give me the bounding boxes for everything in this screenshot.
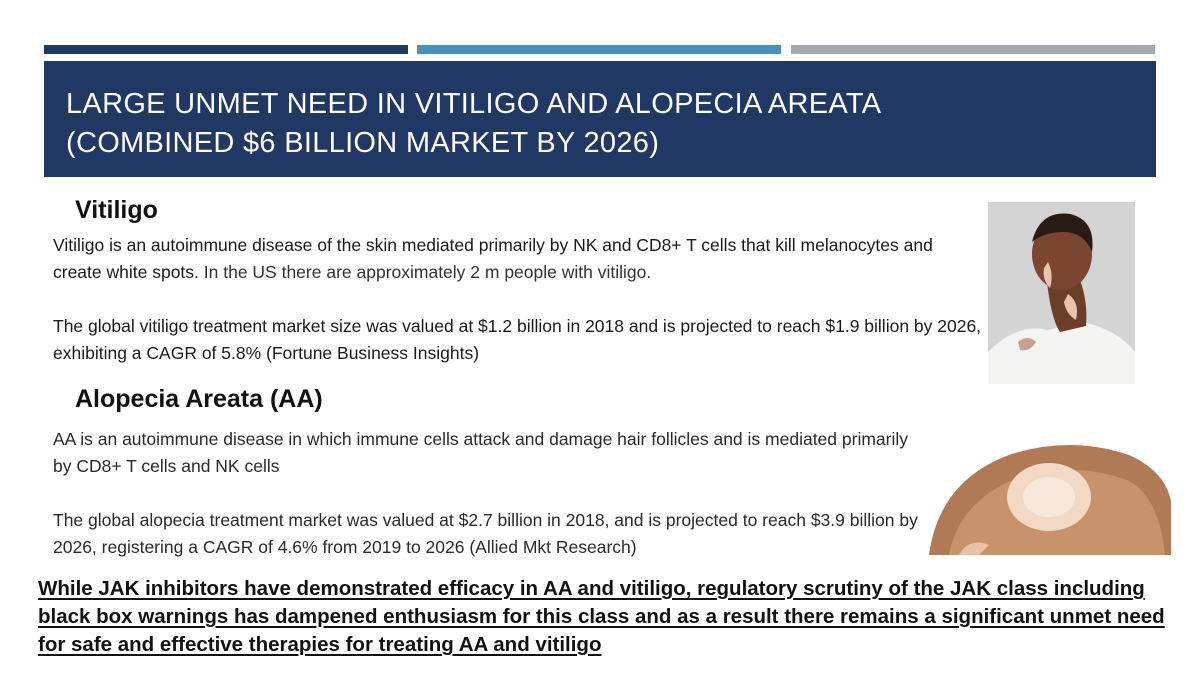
accent-bar-gray bbox=[791, 45, 1155, 54]
title-line-2: (COMBINED $6 BILLION MARKET BY 2026) bbox=[66, 127, 660, 159]
accent-bar-blue bbox=[417, 45, 781, 54]
alopecia-market: The global alopecia treatment market was valued at $2.7 billion in 2018, and is projected to reach $3.9 billion by 2026, registering a CAGR of 4.6% from 2019 to 2026 (Allied Mkt Research) bbox=[53, 510, 918, 557]
vitiligo-market: The global vitiligo treatment market size was valued at $1.2 billion in 2018 and is projected to reach $1.9 billion by 2026, exhibiting a CAGR of 5.8% (Fortune Business Insights) bbox=[53, 316, 982, 363]
slide-title bbox=[66, 85, 881, 163]
title-line-1: LARGE UNMET NEED IN VITILIGO AND ALOPECIA AREATA bbox=[66, 88, 882, 120]
vitiligo-description bbox=[53, 232, 973, 286]
vitiligo-heading: Vitiligo bbox=[75, 196, 158, 224]
accent-bar-navy bbox=[44, 45, 408, 54]
vitiligo-desc-b: In the US there are approximately 2 m people with vitiligo. bbox=[198, 262, 652, 282]
vitiligo-desc-a: Vitiligo is an autoimmune disease of the skin mediated primarily by NK and CD8+ T cells that kill melanocytes and create white spots. bbox=[53, 235, 933, 282]
conclusion-statement: While JAK inhibitors have demonstrated efficacy in AA and vitiligo, regulatory scrutiny of the JAK class including black box warnings has dampened enthusiasm for this class and as a result there remains a significant unmet need for safe and effective therapies for treating AA and vitiligo bbox=[38, 577, 1165, 656]
alopecia-photo bbox=[929, 441, 1171, 555]
vitiligo-photo bbox=[988, 202, 1135, 384]
alopecia-heading: Alopecia Areata (AA) bbox=[75, 385, 323, 413]
alopecia-description: AA is an autoimmune disease in which immune cells attack and damage hair follicles and is mediated primarily by CD8+ T cells and NK cells bbox=[53, 429, 908, 476]
title-banner bbox=[44, 61, 1156, 177]
